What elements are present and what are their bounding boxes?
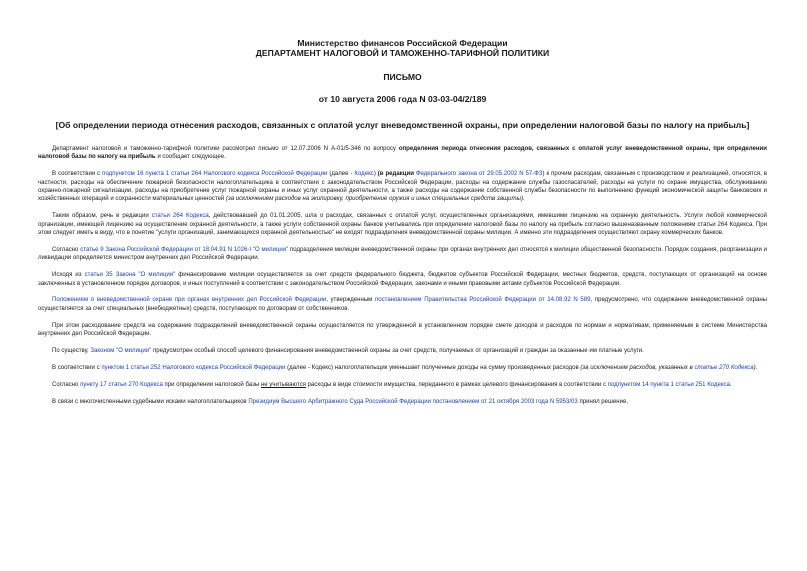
text-run: Департамент налоговой и таможенно-тарифной политики рассмотрел письмо от 12.07.2006 N А-01/5-346 по вопросу xyxy=(52,146,399,153)
document-body xyxy=(38,145,767,406)
text-run: , действовавшей до 01.01.2005, шла о расходах, связанных с оплатой услуг, осуществленных организациями, имевшими лицензию на охранную деятельность. Услуги любой коммерческой организации, имеющей лицензию на осуществление охранной деятельности, а также услуги собственной охраны банков учитывались при определении налоговой базы по налогу на прибыль согласно вышеназванным положениям статьи 264 Кодекса. При этом следует иметь в виду, что в понятие "услуги организаций, занимающихся охранной деятельностью" не входят подразделения вневедомственной охраны милиции. А именно эти подразделения осуществляют охрану коммерческих банков. xyxy=(38,213,767,236)
paragraph xyxy=(38,246,767,263)
text-run: ) xyxy=(373,171,378,178)
paragraph xyxy=(38,364,767,372)
legal-reference-link[interactable]: Законом "О милиции" xyxy=(90,348,152,355)
text-run: , утвержденным xyxy=(326,297,375,304)
paragraph xyxy=(38,322,767,339)
legal-reference-link[interactable]: пункту 17 статьи 270 Кодекса xyxy=(80,381,163,388)
text-run: По существу, xyxy=(52,348,91,355)
text-run: (за исключением расходов, указанных в xyxy=(580,364,695,371)
text-run: расходы в виде стоимости имущества, переданного в рамках целевого финансирования в соответствии с xyxy=(305,381,608,388)
legal-reference-link[interactable]: статье 270 Кодекса xyxy=(694,364,754,371)
text-run: . xyxy=(729,381,732,388)
text-run: предусмотрен особый способ целевого финансирования вневедомственной охраны за счет средств, получаемых от организаций и граждан за оказанные им платные услуги. xyxy=(151,348,644,355)
text-run: , предусмотрено, что содержание вневедомственной охраны осуществляется за счет специальных (внебюджетных) средств, поступающих по договорам от собственников. xyxy=(38,297,768,312)
paragraph xyxy=(38,398,767,406)
text-run: и сообщает следующее. xyxy=(155,154,226,161)
paragraph xyxy=(38,296,767,313)
legal-reference-link[interactable]: пунктом 1 статьи 252 Налогового кодекса Российской Федерации xyxy=(101,364,286,371)
legal-reference-link[interactable]: постановлением Правительства Российской Федерации от 14.08.92 N 589 xyxy=(374,297,591,304)
text-run: принял решение, xyxy=(577,398,628,405)
paragraph xyxy=(38,170,767,203)
text-run: (в редакции xyxy=(377,171,414,178)
legal-reference-link[interactable]: Положением о вневедомственной охране при органах внутренних дел Российской Федерации xyxy=(52,297,327,304)
legal-reference-link[interactable]: Кодекс xyxy=(354,171,374,178)
text-run: Согласно xyxy=(52,381,81,388)
text-run: В связи с многочисленными судебными исками налогоплательщиков xyxy=(52,398,249,405)
text-run: подразделения милиции вневедомственной охраны при органах внутренних дел относятся к милиции общественной безопасности. Порядок создания, реорганизации и ликвидации определяется министром внутренних дел Российской Федерации. xyxy=(38,246,767,262)
document-header xyxy=(38,38,767,105)
text-run: При этом расходование средств на содержание подразделений вневедомственной охраны осуществляется по утвержденной в установленном порядке смете доходов и расходов по нормам и нормативам, применяемым в системе Министерства внутренних дел Российской Федерации. xyxy=(38,322,767,338)
text-run: Исходя из xyxy=(52,272,85,279)
paragraph xyxy=(38,145,767,162)
text-run: В соответствии с xyxy=(52,364,102,371)
document-title: [Об определении периода отнесения расходов, связанных с оплатой услуг вневедомственной охраны, при определении налоговой базы по налогу на прибыль] xyxy=(55,119,750,130)
document-type: ПИСЬМО xyxy=(383,71,422,82)
text-run: при определении налоговой базы xyxy=(162,381,261,388)
paragraph xyxy=(38,271,767,288)
text-run: ) к прочим расходам, связанным с производством и реализацией, относятся, в частности, расходы на обеспечение пожарной безопасности налогоплательщика в соответствии с законодательством Российской Федерации, расходы на содержание службы газоспасателей, расходы на услуги по охране имущества, обслуживанию охранно-пожарной сигнализации, расходы на приобретение услуг пожарной охраны и иных услуг охранной деятельности, а также расходы на содержание собственной службы безопасности по выполнению функций экономической защиты банковских и хозяйственных операций и сохранности материальных ценностей xyxy=(38,171,767,203)
text-run: (далее - Кодекс) налогоплательщик уменьшает полученные доходы на сумму произведенных расходов xyxy=(285,364,581,371)
legal-reference-link[interactable]: подпунктом 14 пункта 1 статьи 251 Кодекса xyxy=(607,381,730,388)
paragraph xyxy=(38,381,767,389)
text-run: (за исключением расходов на экипировку, приобретение оружия и иных специальных средств защиты). xyxy=(226,196,525,203)
text-run: ). xyxy=(753,364,758,371)
text-run: Таким образом, речь в редакции xyxy=(52,213,152,220)
text-run: финансирование милиции осуществляется за счет средств федерального бюджета, бюджетов субъектов Российской Федерации, местных бюджетов, средств, поступающих от организаций на основе заключенных в установленном порядке договоров, и иных поступлений в соответствии с законодательством Российской Федерации, законами и иными правовыми актами субъектов Российской Федерации. xyxy=(38,272,767,287)
legal-reference-link[interactable]: статьи 35 Закона "О милиции" xyxy=(84,272,176,279)
paragraph xyxy=(38,347,767,355)
department-name: ДЕПАРТАМЕНТ НАЛОГОВОЙ И ТАМОЖЕННО-ТАРИФНОЙ ПОЛИТИКИ xyxy=(255,48,550,59)
legal-reference-link[interactable]: подпунктом 16 пункта 1 статьи 264 Налогового кодекса Российской Федерации xyxy=(102,171,328,178)
text-run: определения периода отнесения расходов, связанных с оплатой услуг вневедомственной охраны, при определении налоговой базы по налогу на прибыль xyxy=(38,146,767,161)
paragraph xyxy=(38,212,767,237)
ministry-name: Министерство финансов Российской Федерации xyxy=(297,38,508,48)
text-run: не учитываются xyxy=(260,381,306,388)
legal-reference-link[interactable]: статье 9 Закона Российской Федерации от 18.04.91 N 1026-I "О милиции" xyxy=(80,246,289,253)
legal-reference-link[interactable]: Федерального закона от 29.05.2002 N 57-ФЗ xyxy=(415,171,543,178)
document-date-number: от 10 августа 2006 года N 03-03-04/2/189 xyxy=(318,94,487,105)
legal-reference-link[interactable]: статьи 264 Кодекса xyxy=(151,213,209,220)
text-run: (далее - xyxy=(327,171,355,178)
text-run: В соответствии с xyxy=(52,171,103,178)
legal-reference-link[interactable]: Президиум Высшего Арбитражного Суда Российской Федерации постановлением от 21 октября 2003 года N 5953/03 xyxy=(248,398,578,405)
text-run: Согласно xyxy=(52,246,81,253)
